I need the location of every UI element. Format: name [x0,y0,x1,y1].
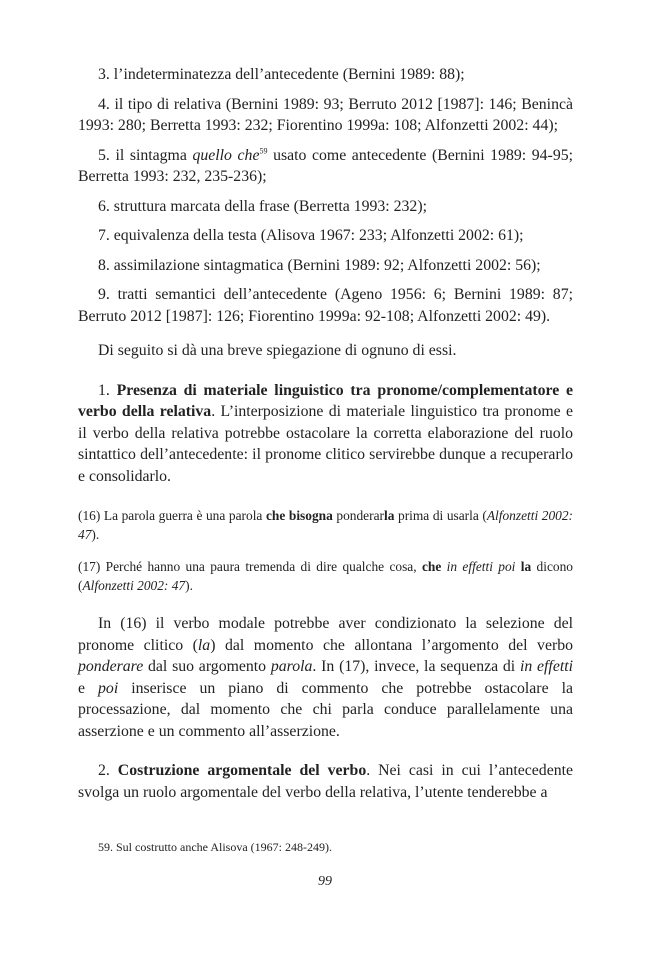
page-number: 99 [318,874,332,889]
list-item-8: 8. assimilazione sintagmatica (Bernini 1989: 92; Alfonzetti 2002: 56); [98,256,541,274]
commentary-paragraph: In (16) il verbo modale potrebbe aver condizionato la selezione del pronome clitico (la) dal momento che allontana l’argomento del verbo ponderare dal suo argomento parola. In (17), invece, la sequenza di in effetti e poi inserisce un piano di commento che potrebbe ostacolare la processazione, dal momento che chi parla conduce parallelamente una asserzione e un commento all’asserzione. [78,615,574,740]
list-item-9: 9. tratti semantici dell’antecedente (Ageno 1956: 6; Bernini 1989: 87; Berruto 2012 [1987]: 126; Fiorentino 1999a: 92-108; Alfonzetti 2002: 49). [78,286,573,325]
list-item-7: 7. equivalenza della testa (Alisova 1967: 233; Alfonzetti 2002: 61); [98,227,524,244]
list-item-4: 4. il tipo di relativa (Bernini 1989: 93; Berruto 2012 [1987]: 146; Benincà 1993: 280; Berretta 1993: 232; Fiorentino 1999a: 108; Alfonzetti 2002: 44); [78,95,573,134]
point-2-paragraph: 2. Costruzione argomentale del verbo. Nei casi in cui l’antecedente svolga un ruolo argomentale del verbo della relativa, l’utente tenderebbe a [78,762,574,801]
list-item-6: 6. struttura marcata della frase (Berretta 1993: 232); [98,197,427,215]
point-1-heading: Presenza di materiale linguistico tra pronome/complementatore e verbo della relativa [78,381,573,420]
point-2-heading: Costruzione argomentale del verbo [117,762,367,779]
example-16: (16) La parola guerra è una parola che bisogna ponderarla prima di usarla (Alfonzetti 2002: 47). [78,508,573,542]
main-text [78,64,573,803]
footnote: 59. Sul costrutto anche Alisova (1967: 248-249). [98,840,332,854]
list-item-5: 5. il sintagma quello che$^{59}$ usato come antecedente (Bernini 1989: 94-95; Berretta 1993: 232, 235-236); [78,146,573,185]
example-17: (17) Perché hanno una paura tremenda di dire qualche cosa, che in effetti poi la dicono (Alfonzetti 2002: 47). [78,559,573,593]
point-1-paragraph: 1. Presenza di materiale linguistico tra pronome/complementatore e verbo della relativa. L’interposizione di materiale linguistico tra pronome e il verbo della relativa potrebbe ostacolare la corretta elaborazione del ruolo sintattico dell’antecedente: il pronome clitico servirebbe dunque a recuperarlo e consolidarlo. [78,381,573,485]
intro-paragraph: Di seguito si dà una breve spiegazione di ognuno di essi. [98,342,457,359]
footnote-ref: 59 [259,146,268,156]
list-item-3: 3. l’indeterminatezza dell’antecedente (Bernini 1989: 88); [98,66,465,83]
